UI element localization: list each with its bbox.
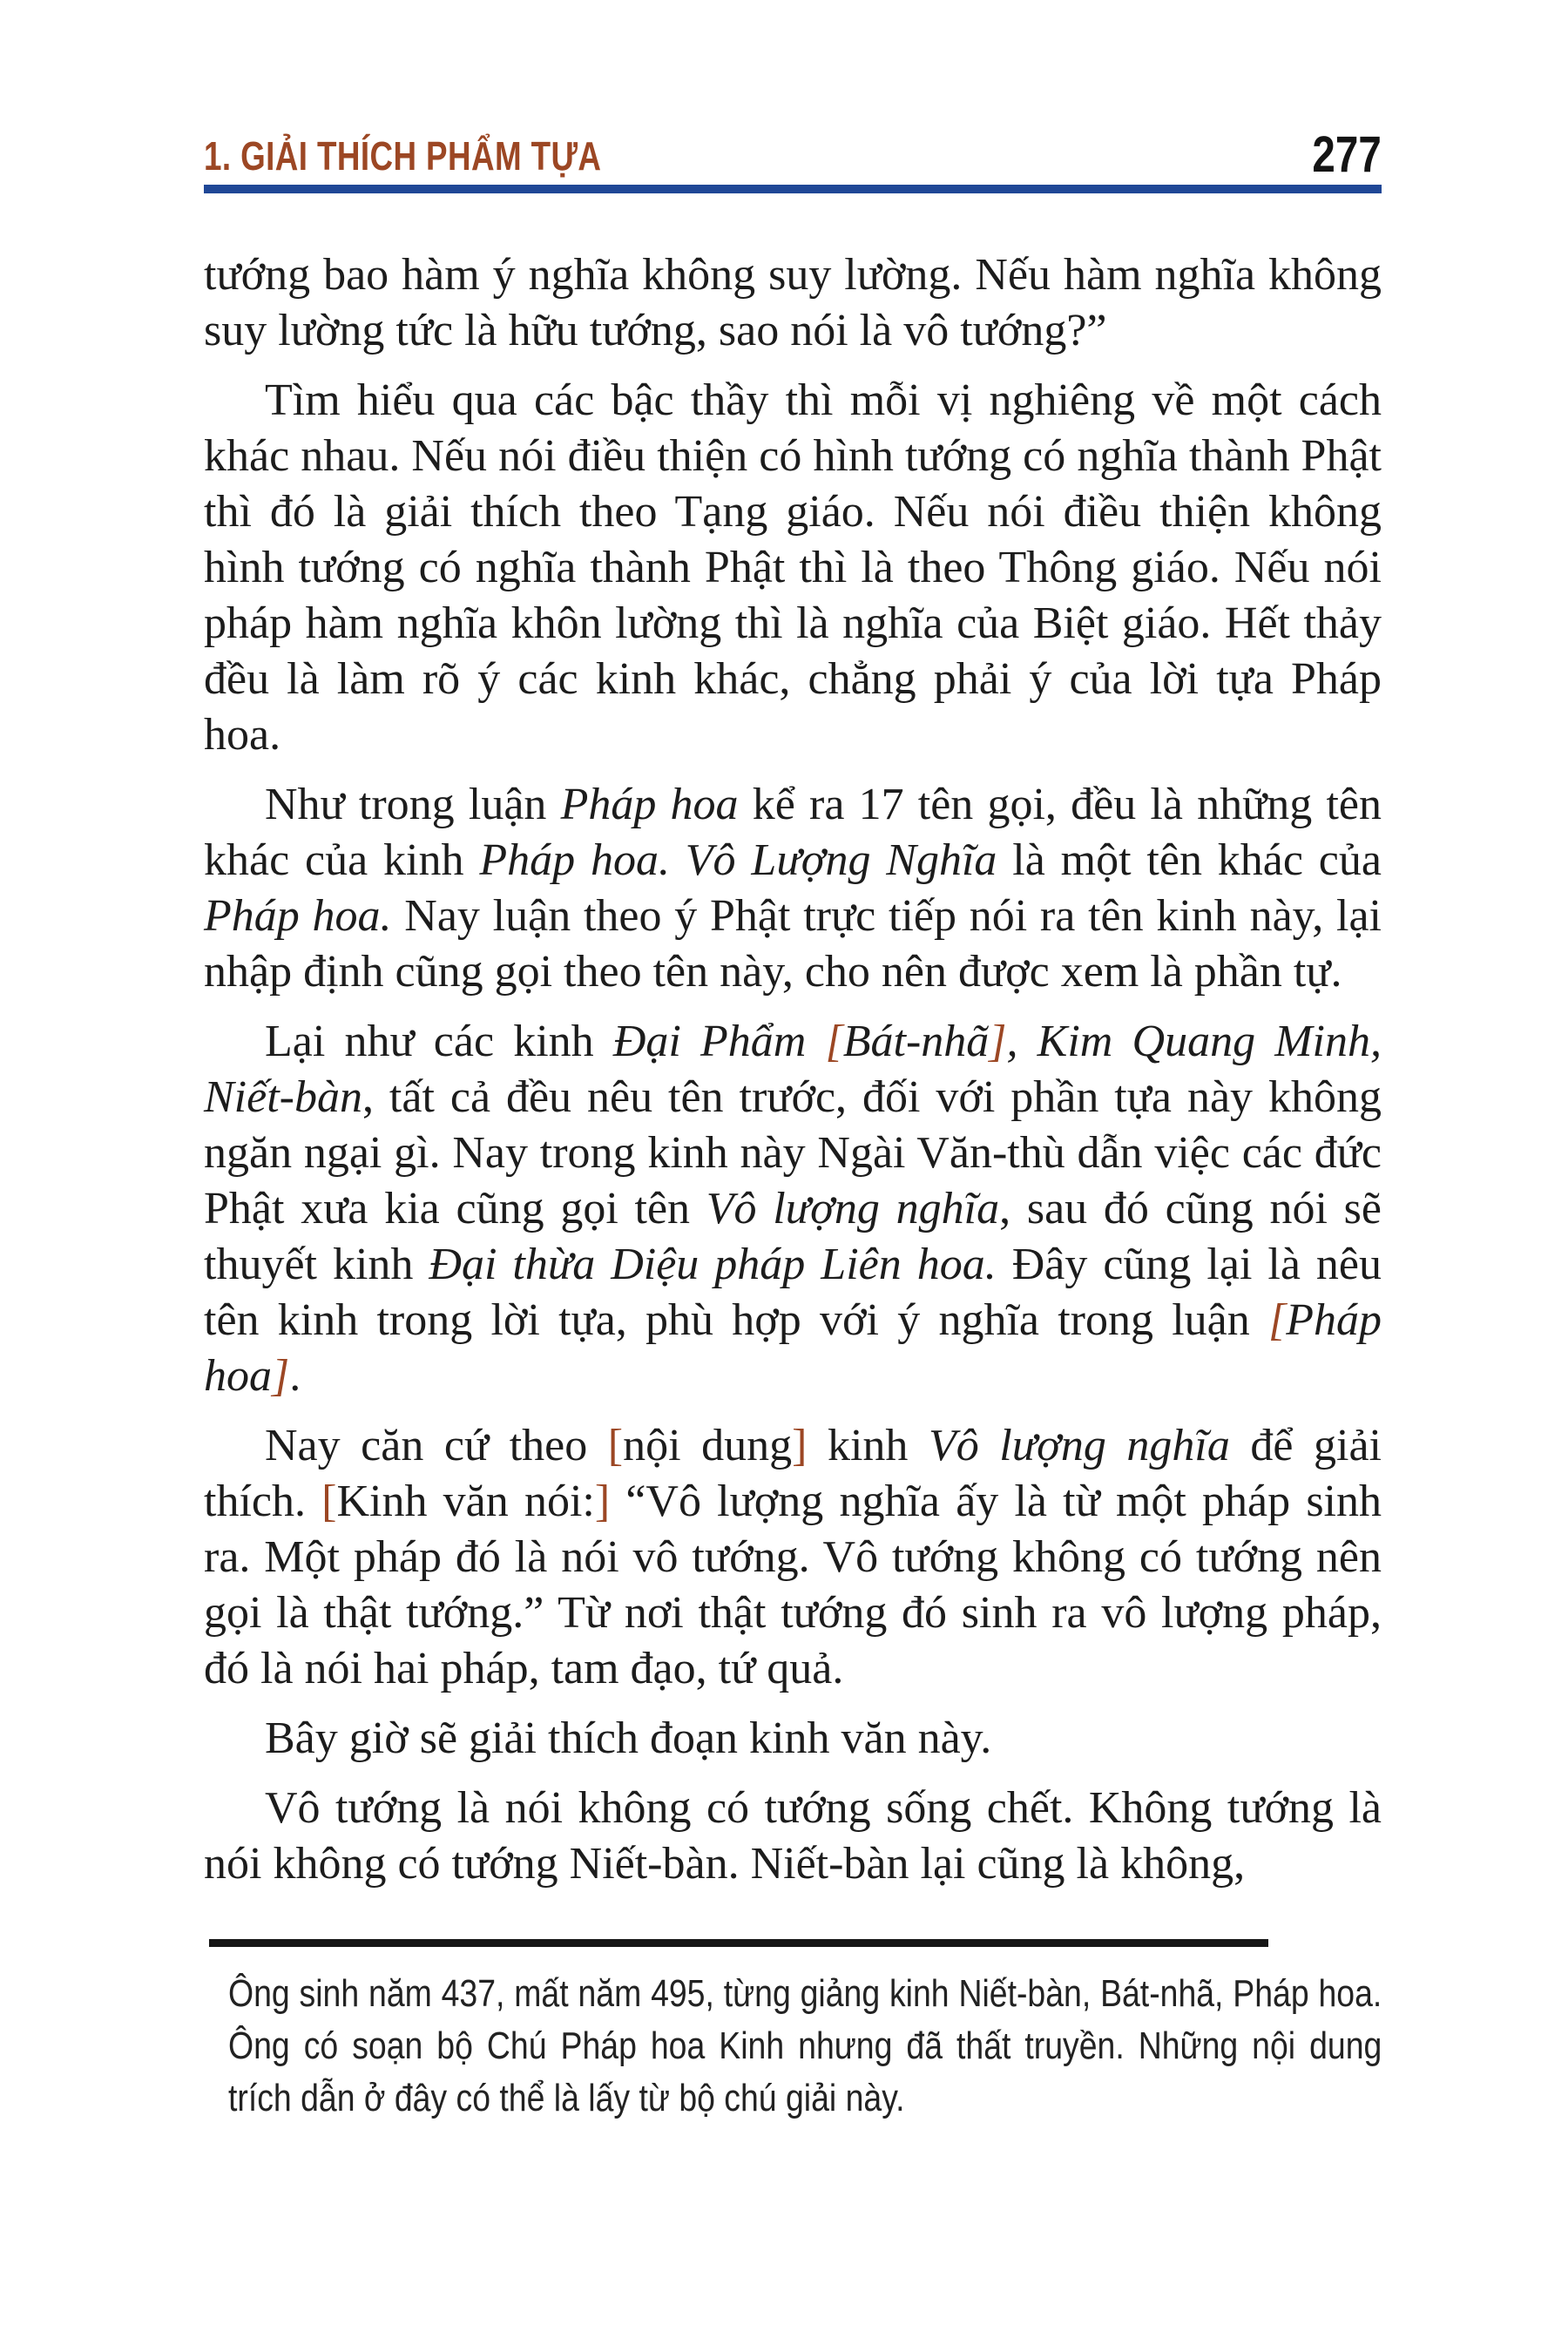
text-run: Bây giờ sẽ giải thích đoạn kinh văn này. <box>265 1713 992 1763</box>
text-run: nội dung <box>623 1421 793 1470</box>
text-run-ib: ] <box>272 1351 290 1401</box>
text-run-b: [ <box>321 1477 337 1526</box>
text-run: kinh <box>807 1421 929 1470</box>
text-run: “Vô lượng nghĩa ấy là từ một pháp sinh ra. Một pháp đó là nói vô tướng. Vô tướng không có tướng nên gọi là thật tướng.” Từ nơi thật tướng đó sinh ra vô lượng pháp, đó là nói hai pháp, tam đạo, tứ quả. <box>204 1477 1382 1693</box>
body-paragraph <box>204 1711 1382 1767</box>
text-run-b: [ <box>607 1421 624 1470</box>
body-paragraph <box>204 777 1382 1000</box>
text-run-b: ] <box>792 1421 808 1470</box>
body-paragraph <box>204 373 1382 763</box>
text-run: Đây cũng lại là nêu tên kinh trong lời tựa, phù hợp với ý nghĩa trong luận <box>204 1240 1382 1345</box>
text-run: Tìm hiểu qua các bậc thầy thì mỗi vị nghiêng về một cách khác nhau. Nếu nói điều thiện có hình tướng có nghĩa thành Phật thì đó là giải thích theo Tạng giáo. Nếu nói điều thiện không hình tướng có nghĩa thành Phật thì là theo Thông giáo. Nếu nói pháp hàm nghĩa khôn lường thì là nghĩa của Biệt giáo. Hết thảy đều là làm rõ ý các kinh khác, chẳng phải ý của lời tựa Pháp hoa. <box>204 375 1382 760</box>
header-rule <box>204 185 1382 193</box>
text-run: , sau đó cũng nói sẽ thuyết kinh <box>204 1184 1382 1289</box>
text-run-i: Bát-nhã <box>842 1017 990 1066</box>
text-run-i: Pháp hoa <box>560 780 739 829</box>
body-paragraph <box>204 1418 1382 1697</box>
page-number: 277 <box>1312 126 1382 183</box>
text-run-i: , Kim Quang Minh, Niết-bàn <box>204 1017 1382 1122</box>
text-run-ib: [ <box>825 1017 843 1066</box>
page-header <box>204 126 1382 183</box>
text-run-i: Vô lượng nghĩa <box>928 1421 1230 1470</box>
text-run: Vô tướng là nói không có tướng sống chết. Không tướng là nói không có tướng Niết-bàn. Niết-bàn lại cũng là không, <box>204 1783 1382 1889</box>
text-run: tướng bao hàm ý nghĩa không suy lường. Nếu hàm nghĩa không suy lường tức là hữu tướng, sao nói là vô tướng?” <box>204 250 1382 355</box>
text-run: . <box>289 1351 301 1401</box>
text-run-i: Đại thừa Diệu pháp Liên hoa. <box>429 1240 997 1289</box>
body-paragraph <box>204 247 1382 359</box>
text-run: kể ra 17 tên gọi, đều là những tên khác của kinh <box>204 780 1382 885</box>
text-run-i: Pháp hoa. <box>204 891 392 941</box>
text-run-b: ] <box>594 1477 611 1526</box>
footnote-text: Ông sinh năm 437, mất năm 495, từng giảng kinh Niết-bàn, Bát-nhã, Pháp hoa. Ông có soạn bộ Chú Pháp hoa Kinh nhưng đã thất truyền. Những nội dung trích dẫn ở đây có thể là lấy từ bộ chú giải này. <box>228 1972 1382 2119</box>
text-run-ib: [ <box>1267 1295 1287 1345</box>
footnote-separator <box>209 1939 1268 1947</box>
text-run: , tất cả đều nêu tên trước, đối với phần tựa này không ngăn ngại gì. Nay trong kinh này Ngài Văn-thù dẫn việc các đức Phật xưa kia cũng gọi tên <box>204 1072 1382 1233</box>
text-run-i: Vô lượng nghĩa <box>706 1184 1000 1233</box>
text-run: để giải thích. <box>204 1421 1382 1526</box>
body-text <box>204 247 1382 1892</box>
text-run: Lại như các kinh <box>265 1017 613 1066</box>
text-run: Nay luận theo ý Phật trực tiếp nói ra tên kinh này, lại nhập định cũng gọi theo tên này, cho nên được xem là phần tự. <box>204 891 1382 997</box>
running-header-title: 1. GIẢI THÍCH PHẨM TỰA <box>204 133 602 179</box>
text-run-i: Pháp hoa <box>204 1295 1382 1401</box>
body-paragraph <box>204 1014 1382 1404</box>
text-run-i: Pháp hoa. Vô Lượng Nghĩa <box>479 835 997 885</box>
text-run-i: Đại Phẩm <box>612 1017 826 1066</box>
text-run-ib: ] <box>989 1017 1007 1066</box>
text-run: Như trong luận <box>265 780 561 829</box>
text-run: Kinh văn nói: <box>336 1477 595 1526</box>
text-run: Nay căn cứ theo <box>265 1421 608 1470</box>
body-paragraph <box>204 1781 1382 1892</box>
text-run: là một tên khác của <box>997 835 1382 885</box>
